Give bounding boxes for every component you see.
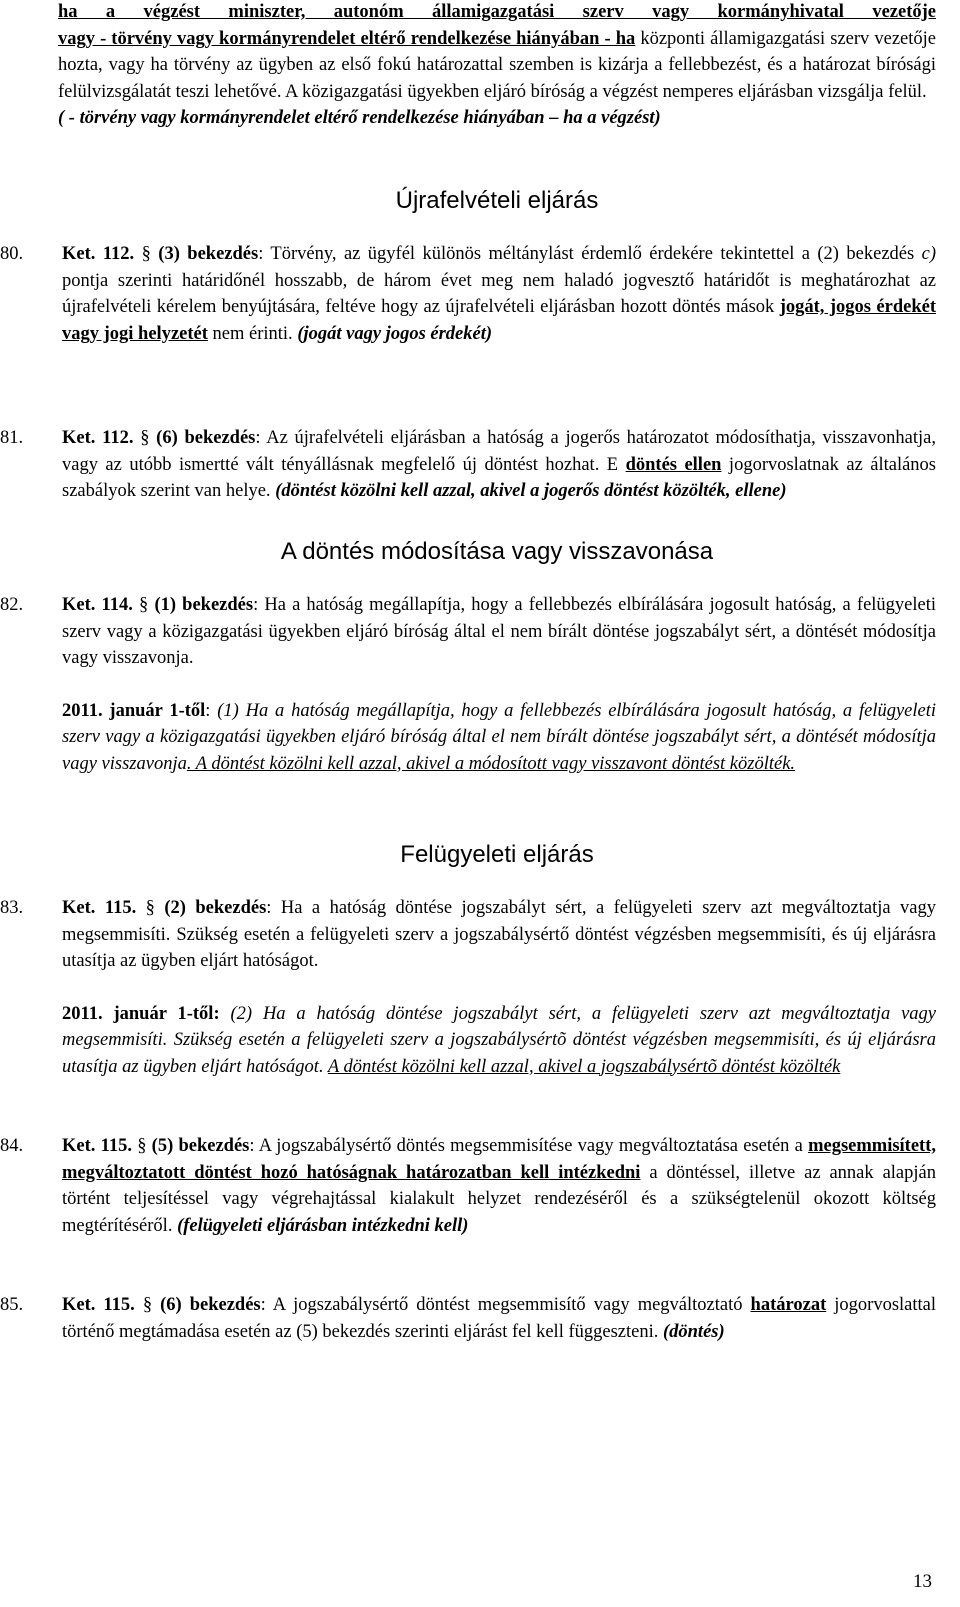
law-reference: Ket. 114. [62,595,133,615]
underlined-phrase: döntés ellen [625,454,722,475]
underlined-phrase: megsemmisített, megváltoztatott döntést hozó hatóságnak határozatban kell intézkedni [62,1136,936,1183]
item-note: (jogát vagy jogos érdekét) [297,323,493,344]
intro-line-1: ha a végzést miniszter, autonóm államigazgatási szerv vagy kormányhivatal vezetője [58,2,936,22]
paragraph-reference: (5) bekezdés [151,1136,250,1156]
underlined-phrase: határozat [750,1295,827,1315]
item-number: 80. [0,244,24,264]
section-heading-felugyeleti: Felügyeleti eljárás [400,841,594,868]
paragraph-reference: (3) bekezdés [158,244,259,264]
underlined-phrase: . A döntést közölni kell azzal, akivel a módosított vagy visszavont döntést közölték. [186,753,796,774]
intro-paragraph [58,0,936,132]
paragraph-reference: (2) bekezdés [164,898,267,918]
paragraph-reference: (6) bekezdés [160,1295,261,1315]
list-item-83: 83. Ket. 115. § (2) bekezdés: Ha a hatóság döntése jogszabályt sért, a felügyeleti szerv azt megváltoztatja vagy megsemmisíti. Szükség esetén a felügyeleti szerv a jogszabálysértő döntést végzésben megsemmisíti, és új eljárásra utasítja az ügyben eljárt hatóságot. 2011. január 1-től: (2) Ha a hatóság döntése jogszabályt sért, a felügyeleti szerv azt megváltoztatja vagy megsemmisíti. Szükség esetén a felügyeleti szerv a jogszabálysértõ döntést végzésben megsemmisíti, és új eljárásra utasítja az ügyben eljárt hatóságot. A döntést közölni kell azzal, akivel a jogszabálysértõ döntést közölték [58,895,936,1080]
underlined-phrase: A döntést közölni kell azzal, akivel a jogszabálysértõ döntést közölték [327,1056,841,1077]
intro-line-2-emphasis: vagy - törvény vagy kormányrendelet eltérő rendelkezése hiányában - ha [58,28,636,49]
list-item-82: 82. Ket. 114. § (1) bekezdés: Ha a hatóság megállapítja, hogy a fellebbezés elbírálására jogosult hatóság, a felügyeleti szerv vagy a közigazgatási ügyekben eljáró bíróság által el nem bírált döntése jogszabályt sért, a döntését módosítja vagy visszavonja. 2011. január 1-től: (1) Ha a hatóság megállapítja, hogy a fellebbezés elbírálására jogosult hatóság, a felügyeleti szerv vagy a közigazgatási ügyekben eljáró bíróság által el nem bírált döntése jogszabályt sért, a döntését módosítja vagy visszavonja. A döntést közölni kell azzal, akivel a módosított vagy visszavont döntést közölték. [58,592,936,777]
effective-date: 2011. január 1-től [62,700,206,721]
underlined-phrase: jogát, jogos érdekét vagy jogi helyzetét [62,297,936,344]
section-heading-ujrafelveteli: Újrafelvételi eljárás [395,187,599,214]
law-reference: Ket. 115. [62,898,137,918]
intro-note: ( - törvény vagy kormányrendelet eltérő rendelkezése hiányában – ha a végzést) [58,108,661,128]
list-item-80: 80. Ket. 112. § (3) bekezdés: Törvény, az ügyfél különös méltánylást érdemlő érdekére tekintettel a (2) bekezdés c) pontja szerinti határidőnél hosszabb, de három évet meg nem haladó jogvesztő határidőt is meghatározhat az újrafelvételi kérelem benyújtására, feltéve hogy az újrafelvételi eljárásban hozott döntés mások jogát, jogos érdekét vagy jogi helyzetét nem érinti. (jogát vagy jogos érdekét) [58,241,936,347]
item-note: (döntést közölni kell azzal, akivel a jogerős döntést közölték, ellene) [275,481,787,501]
list-item-85: 85. Ket. 115. § (6) bekezdés: A jogszabálysértő döntést megsemmisítő vagy megváltoztató határozat jogorvoslattal történő megtámadása esetén az (5) bekezdés szerinti eljárást fel kell függeszteni. (döntés) [58,1292,936,1345]
page-number: 13 [913,1570,932,1592]
list-item-84: 84. Ket. 115. § (5) bekezdés: A jogszabálysértő döntés megsemmisítése vagy megváltoztatása esetén a megsemmisített, megváltoztatott döntést hozó hatóságnak határozatban kell intézkedni a döntéssel, illetve az annak alapján történt teljesítéssel vagy végrehajtással kialakult helyzet rendezéséről és a szükségtelenül okozott költség megtérítéséről. (felügyeleti eljárásban intézkedni kell) [58,1133,936,1239]
item-number: 82. [0,595,24,615]
list-item-81: 81. Ket. 112. § (6) bekezdés: Az újrafelvételi eljárásban a hatóság a jogerős határozatot módosíthatja, visszavonhatja, vagy az utóbb ismertté vált tényállásnak megfelelő új döntést hozhat. E döntés ellen jogorvoslatnak az általános szabályok szerint van helye. (döntést közölni kell azzal, akivel a jogerős döntést közölték, ellene) [58,425,936,505]
effective-date: 2011. január 1-től: [62,1003,220,1024]
law-reference: Ket. 112. [62,428,134,448]
item-note: (felügyeleti eljárásban intézkedni kell) [177,1215,469,1236]
item-note: (döntés) [662,1321,725,1342]
paragraph-reference: (6) bekezdés [156,428,256,448]
paragraph-reference: (1) bekezdés [154,595,254,615]
law-reference: Ket. 115. [62,1136,132,1156]
law-reference: Ket. 112. [62,244,135,264]
item-number: 85. [0,1295,24,1315]
item-number: 84. [0,1136,24,1156]
item-number: 81. [0,428,24,448]
section-heading-dontes-modositasa: A döntés módosítása vagy visszavonása [280,538,714,565]
intro-body-text: központi államigazgatási szerv vezetője hozta, vagy ha törvény az ügyben az első fokú határozattal szemben is kizárja a fellebbezést, és a határozat bírósági felülvizsgálatát teszi lehetővé. A közigazgatási ügyekben eljáró bíróság a végzést nemperes eljárásban vizsgálja felül. [58,28,936,102]
item-number: 83. [0,898,24,918]
law-reference: Ket. 115. [62,1295,135,1315]
